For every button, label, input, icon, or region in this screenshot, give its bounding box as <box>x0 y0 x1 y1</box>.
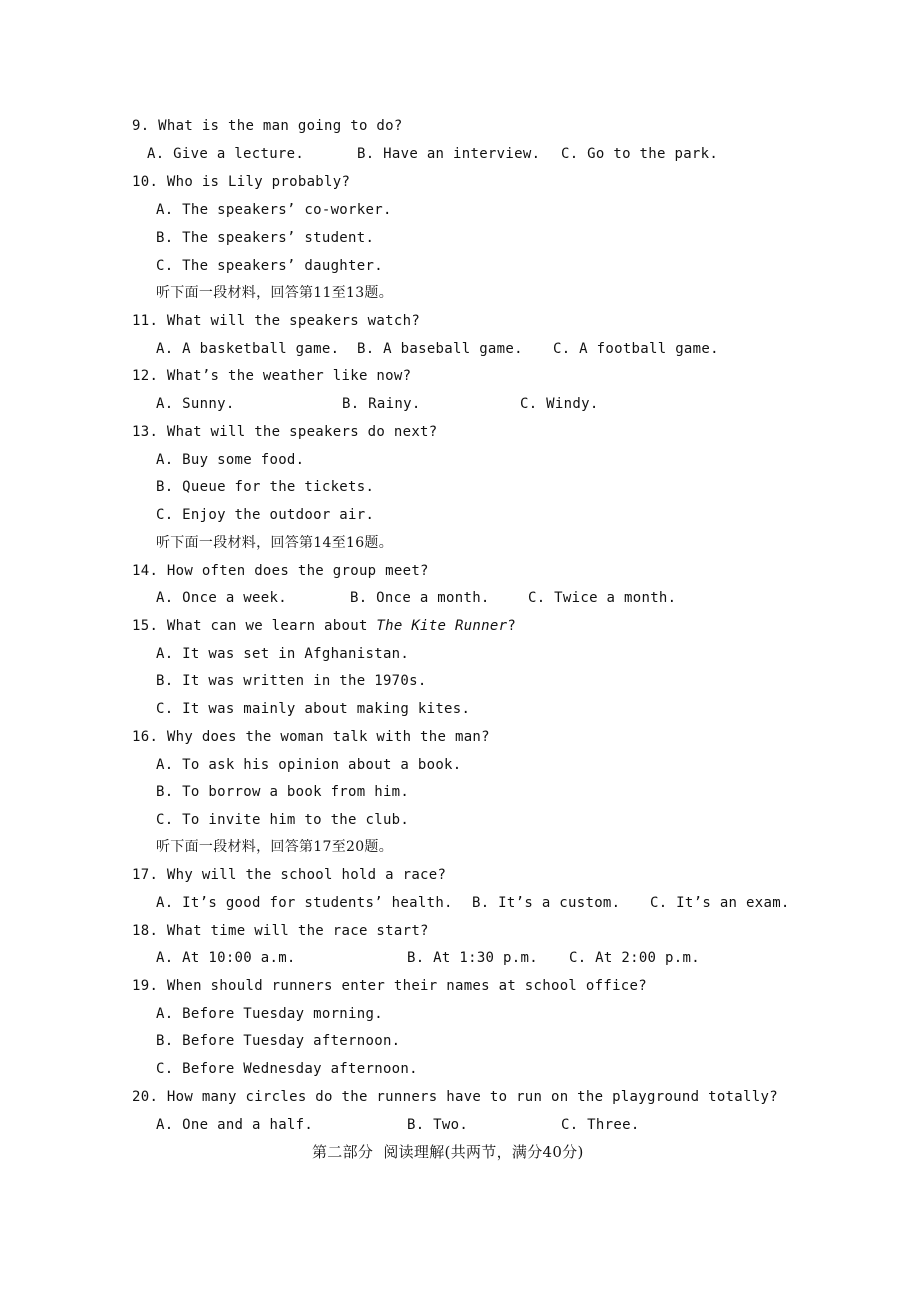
question-16: 16. Why does the woman talk with the man? <box>132 729 490 745</box>
section-instruction-17-20: 听下面一段材料，回答第17至20题。 <box>156 839 394 855</box>
option-11a: A. A basketball game. <box>156 341 340 357</box>
question-15-mark: ? <box>507 618 517 634</box>
option-16c: C. To invite him to the club. <box>156 812 410 828</box>
option-10a: A. The speakers’ co-worker. <box>156 202 392 218</box>
option-11c: C. A football game. <box>553 341 719 357</box>
option-10c: C. The speakers’ daughter. <box>156 258 383 274</box>
question-9: 9. What is the man going to do? <box>132 118 403 134</box>
question-14: 14. How often does the group meet? <box>132 563 429 579</box>
option-20c: C. Three. <box>561 1117 640 1133</box>
question-12: 12. What’s the weather like now? <box>132 368 412 384</box>
option-14c: C. Twice a month. <box>528 590 677 606</box>
option-10b: B. The speakers’ student. <box>156 230 375 246</box>
question-20: 20. How many circles do the runners have to run on the playground totally? <box>132 1089 778 1105</box>
option-13c: C. Enjoy the outdoor air. <box>156 507 375 523</box>
option-9b: B. Have an interview. <box>357 146 541 162</box>
question-10: 10. Who is Lily probably? <box>132 174 351 190</box>
part-two-heading: 第二部分 阅读理解(共两节，满分40分) <box>312 1143 584 1161</box>
option-20a: A. One and a half. <box>156 1117 314 1133</box>
question-13: 13. What will the speakers do next? <box>132 424 438 440</box>
option-17c: C. It’s an exam. <box>650 895 790 911</box>
option-13a: A. Buy some food. <box>156 452 305 468</box>
question-19: 19. When should runners enter their names at school office? <box>132 978 647 994</box>
option-18c: C. At 2:00 p.m. <box>569 950 700 966</box>
option-14b: B. Once a month. <box>350 590 490 606</box>
option-17a: A. It’s good for students’ health. <box>156 895 453 911</box>
book-title: The Kite Runner <box>376 618 508 634</box>
question-17: 17. Why will the school hold a race? <box>132 867 447 883</box>
option-12c: C. Windy. <box>520 396 599 412</box>
option-20b: B. Two. <box>407 1117 469 1133</box>
question-15 <box>132 617 516 635</box>
question-18: 18. What time will the race start? <box>132 923 429 939</box>
option-18b: B. At 1:30 p.m. <box>407 950 538 966</box>
question-15-text: 15. What can we learn about <box>132 618 377 634</box>
option-18a: A. At 10:00 a.m. <box>156 950 296 966</box>
option-14a: A. Once a week. <box>156 590 287 606</box>
option-19b: B. Before Tuesday afternoon. <box>156 1033 401 1049</box>
option-9c: C. Go to the park. <box>561 146 719 162</box>
option-15b: B. It was written in the 1970s. <box>156 673 427 689</box>
option-11b: B. A baseball game. <box>357 341 523 357</box>
option-19a: A. Before Tuesday morning. <box>156 1006 383 1022</box>
section-instruction-14-16: 听下面一段材料，回答第14至16题。 <box>156 535 394 551</box>
option-16b: B. To borrow a book from him. <box>156 784 410 800</box>
option-12a: A. Sunny. <box>156 396 235 412</box>
section-instruction-11-13: 听下面一段材料，回答第11至13题。 <box>156 285 394 301</box>
option-12b: B. Rainy. <box>342 396 421 412</box>
question-11: 11. What will the speakers watch? <box>132 313 421 329</box>
option-16a: A. To ask his opinion about a book. <box>156 757 462 773</box>
option-19c: C. Before Wednesday afternoon. <box>156 1061 418 1077</box>
option-9a: A. Give a lecture. <box>147 146 305 162</box>
option-13b: B. Queue for the tickets. <box>156 479 375 495</box>
option-15a: A. It was set in Afghanistan. <box>156 646 410 662</box>
option-17b: B. It’s a custom. <box>472 895 621 911</box>
option-15c: C. It was mainly about making kites. <box>156 701 471 717</box>
